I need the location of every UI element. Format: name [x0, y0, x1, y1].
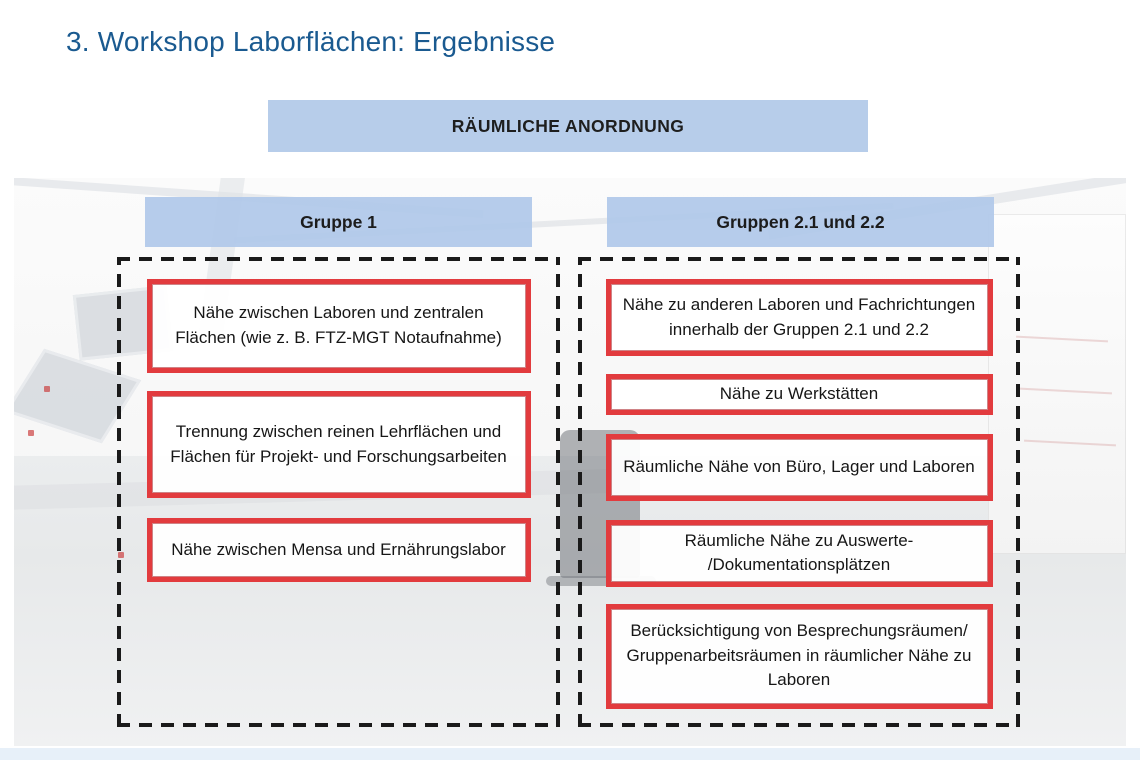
- slide-title: 3. Workshop Laborflächen: Ergebnisse: [66, 26, 556, 57]
- result-card: Räumliche Nähe von Büro, Lager und Laboren: [606, 434, 993, 501]
- photo-red-marker: [28, 430, 34, 436]
- result-card: Trennung zwischen reinen Lehrflächen und Flächen für Projekt- und Forschungsarbeiten: [147, 391, 531, 498]
- group-2-panel: [578, 257, 1020, 727]
- result-card: Nähe zu Werkstätten: [606, 374, 993, 415]
- result-card: Nähe zu anderen Laboren und Fachrichtungen innerhalb der Gruppen 2.1 und 2.2: [606, 279, 993, 356]
- bottom-accent-strip: [0, 748, 1140, 760]
- column-header-gruppen-2-1-und-2-2: Gruppen 2.1 und 2.2: [607, 197, 994, 247]
- photo-red-marker: [44, 386, 50, 392]
- lab-photo-background: [14, 178, 1126, 746]
- group-1-panel: [117, 257, 560, 727]
- result-card: Räumliche Nähe zu Auswerte- /Dokumentationsplätzen: [606, 520, 993, 587]
- result-card: Nähe zwischen Mensa und Ernährungslabor: [147, 518, 531, 582]
- result-card: Berücksichtigung von Besprechungsräumen/ Gruppenarbeitsräumen in räumlicher Nähe zu Laboren: [606, 604, 993, 709]
- result-card: Nähe zwischen Laboren und zentralen Flächen (wie z. B. FTZ-MGT Notaufnahme): [147, 279, 531, 373]
- section-banner: RÄUMLICHE ANORDNUNG: [268, 100, 868, 152]
- column-header-gruppe-1: Gruppe 1: [145, 197, 532, 247]
